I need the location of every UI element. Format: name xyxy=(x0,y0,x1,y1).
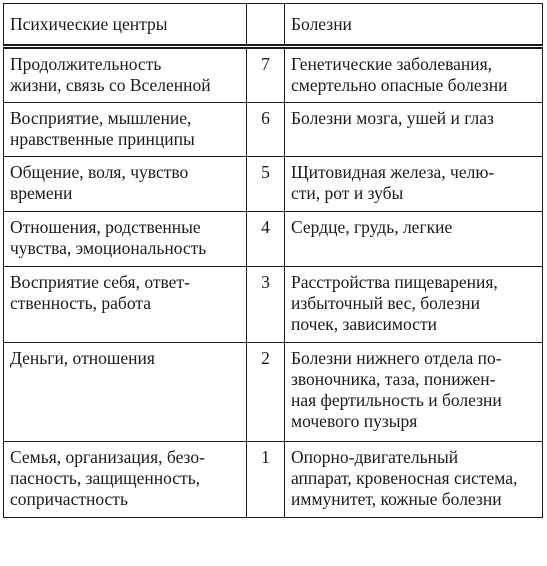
disease-cell xyxy=(285,442,543,518)
disease-text-line: звоночника, таза, понижен- xyxy=(291,369,496,389)
center-cell xyxy=(4,343,247,442)
center-text-line: Восприятие, мышление, xyxy=(10,108,192,128)
center-text-line: ственность, работа xyxy=(10,293,151,313)
disease-cell xyxy=(285,343,543,442)
center-text-line: сопричастность xyxy=(10,489,128,509)
header-centers: Психические центры xyxy=(4,4,247,47)
center-text-line: жизни, связь со Вселенной xyxy=(10,75,211,95)
center-cell xyxy=(4,212,247,267)
center-number: 7 xyxy=(247,47,285,103)
disease-text-line: почек, зависимости xyxy=(291,314,437,334)
header-diseases: Болезни xyxy=(285,4,543,47)
center-text-line: Общение, воля, чувство xyxy=(10,162,189,182)
disease-text-line: Болезни мозга, ушей и глаз xyxy=(291,108,494,128)
table-row xyxy=(4,47,543,103)
center-number: 1 xyxy=(247,442,285,518)
center-cell xyxy=(4,47,247,103)
center-text-line: нравственные принципы xyxy=(10,129,195,149)
center-number: 2 xyxy=(247,343,285,442)
disease-text-line: сти, рот и зубы xyxy=(291,183,404,203)
center-text-line: Продолжительность xyxy=(10,54,162,74)
center-text-line: Деньги, отношения xyxy=(10,348,155,368)
disease-text-line: Щитовидная железа, челю- xyxy=(291,162,495,182)
disease-cell xyxy=(285,267,543,343)
psychic-centers-table xyxy=(3,3,543,518)
disease-cell xyxy=(285,103,543,157)
table-row xyxy=(4,442,543,518)
table-header-row xyxy=(4,4,543,47)
disease-text-line: Сердце, грудь, легкие xyxy=(291,217,453,237)
table-row xyxy=(4,267,543,343)
table-row xyxy=(4,103,543,157)
center-number: 4 xyxy=(247,212,285,267)
center-cell xyxy=(4,157,247,212)
header-number xyxy=(247,4,285,47)
disease-text-line: Опорно-двигательный xyxy=(291,447,459,467)
disease-text-line: Болезни нижнего отдела по- xyxy=(291,348,502,368)
center-text-line: времени xyxy=(10,183,73,203)
center-number: 3 xyxy=(247,267,285,343)
center-number: 6 xyxy=(247,103,285,157)
disease-cell xyxy=(285,47,543,103)
disease-text-line: аппарат, кровеносная система, xyxy=(291,468,518,488)
table-row xyxy=(4,212,543,267)
disease-text-line: смертельно опасные болезни xyxy=(291,75,508,95)
disease-text-line: мочевого пузыря xyxy=(291,411,418,431)
center-cell xyxy=(4,267,247,343)
center-cell xyxy=(4,103,247,157)
center-text-line: Отношения, родственные xyxy=(10,217,201,237)
disease-text-line: избыточный вес, болезни xyxy=(291,293,480,313)
table-row xyxy=(4,343,543,442)
disease-text-line: Расстройства пищеварения, xyxy=(291,272,498,292)
disease-text-line: иммунитет, кожные болезни xyxy=(291,489,502,509)
disease-text-line: ная фертильность и болезни xyxy=(291,390,502,410)
disease-text-line: Генетические заболевания, xyxy=(291,54,493,74)
disease-cell xyxy=(285,212,543,267)
center-cell xyxy=(4,442,247,518)
center-text-line: чувства, эмоциональность xyxy=(10,238,207,258)
disease-cell xyxy=(285,157,543,212)
table-row xyxy=(4,157,543,212)
center-text-line: Семья, организация, безо- xyxy=(10,447,205,467)
center-text-line: пасность, защищенность, xyxy=(10,468,201,488)
center-number: 5 xyxy=(247,157,285,212)
center-text-line: Восприятие себя, ответ- xyxy=(10,272,190,292)
